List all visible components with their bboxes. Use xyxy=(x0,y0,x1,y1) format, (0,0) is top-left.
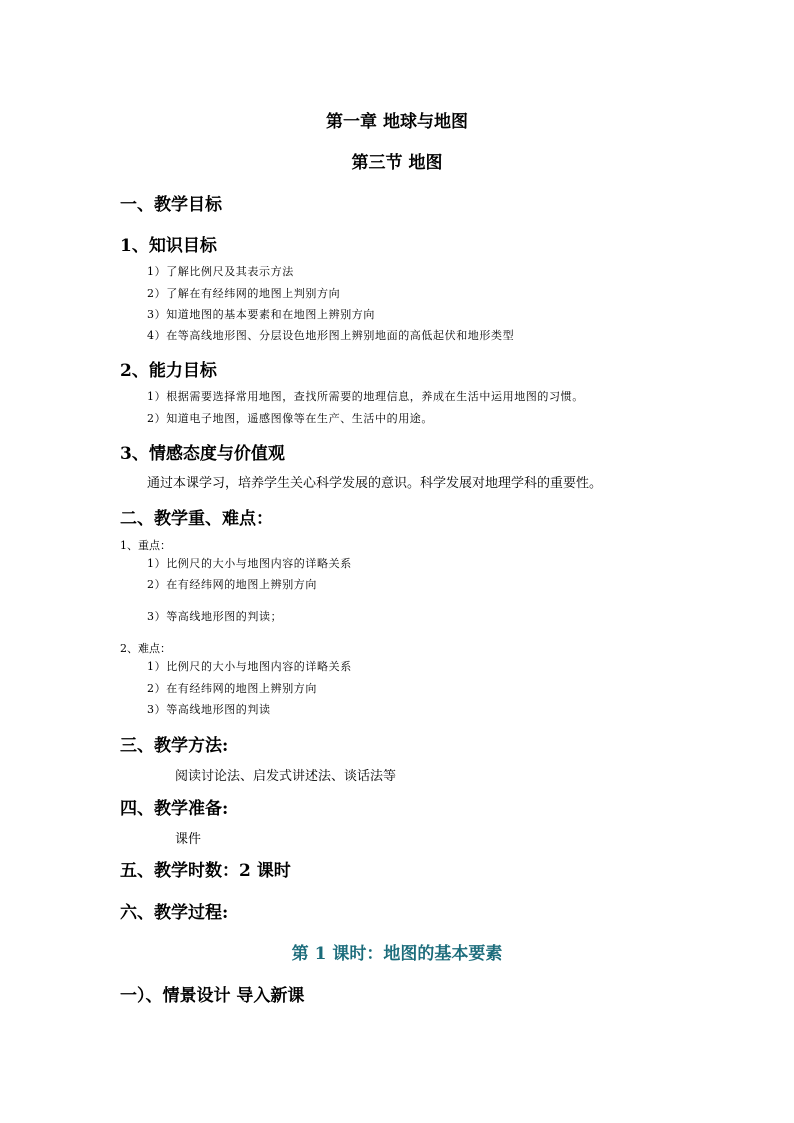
goals-heading: 一、教学目标 xyxy=(120,195,222,215)
difficult-item: 2）在有经纬网的地图上辨别方向 xyxy=(147,682,317,695)
section-title: 第三节 地图 xyxy=(351,153,443,173)
prep-text: 课件 xyxy=(175,832,202,847)
lesson-intro-heading: 一）、情景设计 导入新课 xyxy=(120,986,305,1006)
keypoints-heading: 二、教学重、难点： xyxy=(120,509,273,529)
knowledge-goals-heading: 1、知识目标 xyxy=(120,236,217,256)
difficult-label: 2、难点： xyxy=(120,642,171,655)
ability-goals-heading: 2、能力目标 xyxy=(120,361,217,381)
knowledge-item: 3）知道地图的基本要素和在地图上辨别方向 xyxy=(147,308,375,321)
lesson-title: 第 1 课时：地图的基本要素 xyxy=(291,944,503,964)
method-text: 阅读讨论法、启发式讲述法、谈话法等 xyxy=(175,769,397,784)
attitude-goals-heading: 3、情感态度与价值观 xyxy=(120,444,285,464)
difficult-item: 3）等高线地形图的判读 xyxy=(147,703,271,716)
hours-heading: 五、教学时数：2 课时 xyxy=(120,861,291,881)
attitude-text: 通过本课学习，培养学生关心科学发展的意识。科学发展对地理学科的重要性。 xyxy=(147,476,603,491)
important-item: 2）在有经纬网的地图上辨别方向 xyxy=(147,578,317,591)
prep-heading: 四、教学准备: xyxy=(120,799,229,819)
ability-item: 1）根据需要选择常用地图，查找所需要的地理信息，养成在生活中运用地图的习惯。 xyxy=(147,390,584,403)
important-item: 1）比例尺的大小与地图内容的详略关系 xyxy=(147,557,352,570)
important-label: 1、重点： xyxy=(120,539,171,552)
process-heading: 六、教学过程: xyxy=(120,903,229,923)
knowledge-item: 2）了解在有经纬网的地图上判别方向 xyxy=(147,287,341,300)
chapter-title: 第一章 地球与地图 xyxy=(326,112,468,132)
knowledge-item: 1）了解比例尺及其表示方法 xyxy=(147,265,294,278)
ability-item: 2）知道电子地图，遥感图像等在生产、生活中的用途。 xyxy=(147,412,433,425)
method-heading: 三、教学方法: xyxy=(120,736,229,756)
important-item: 3）等高线地形图的判读； xyxy=(147,610,283,623)
difficult-item: 1）比例尺的大小与地图内容的详略关系 xyxy=(147,660,352,673)
knowledge-item: 4）在等高线地形图、分层设色地形图上辨别地面的高低起伏和地形类型 xyxy=(147,329,515,342)
